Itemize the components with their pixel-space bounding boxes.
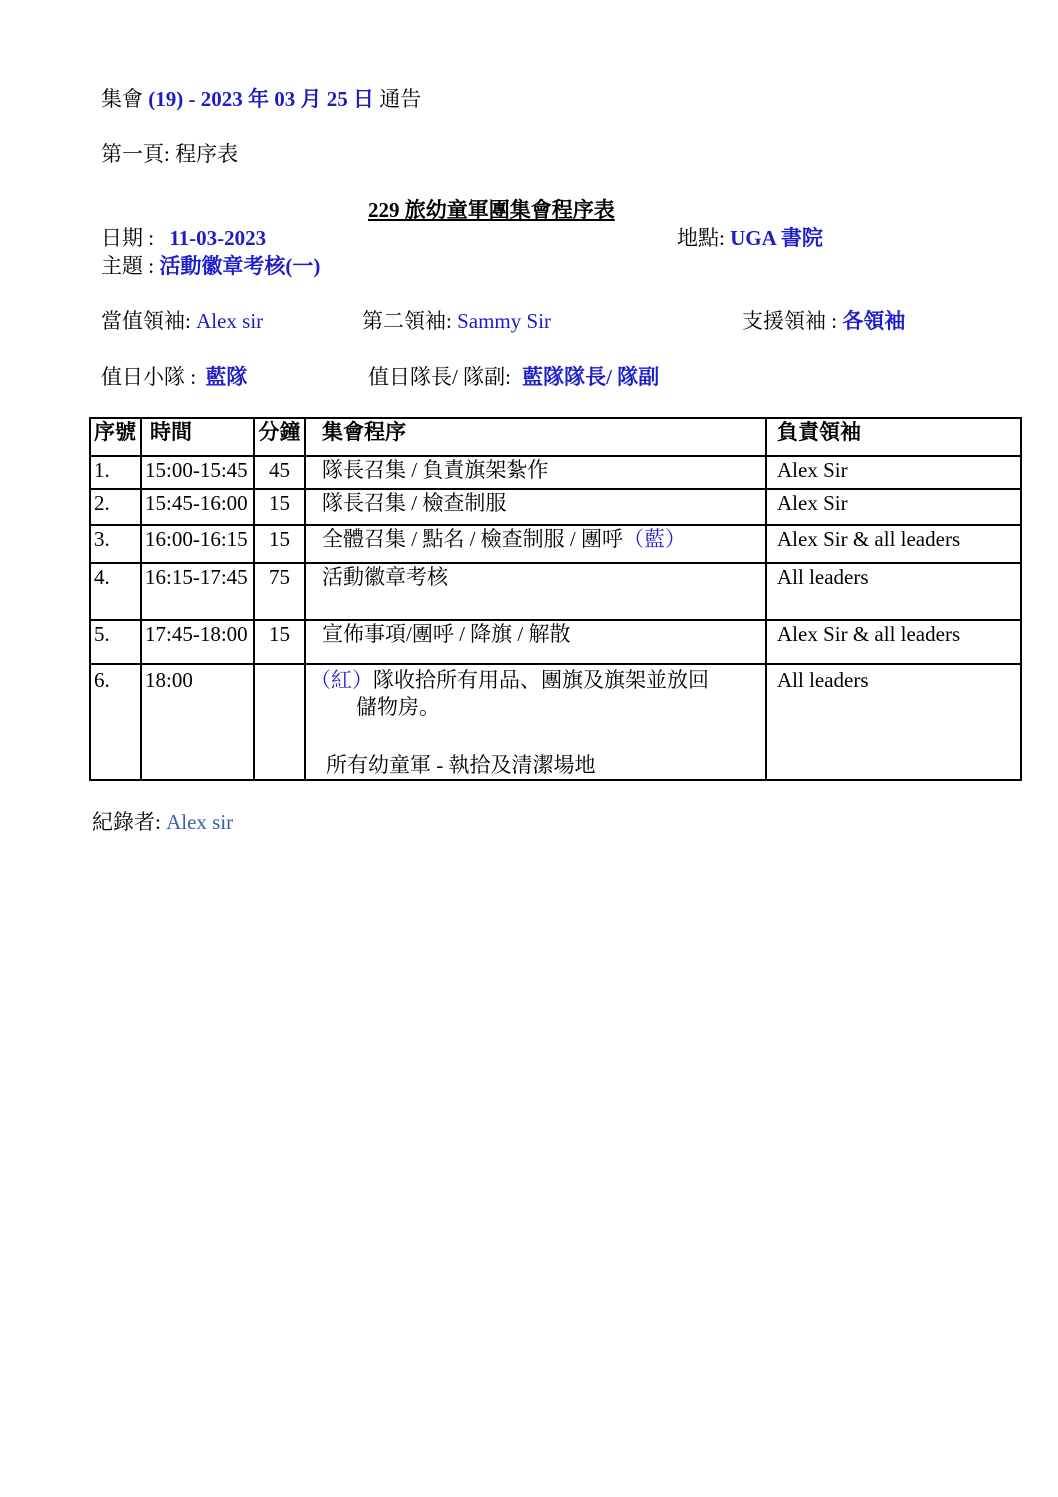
location-value: UGA 書院 xyxy=(730,226,823,250)
program-text: 宣佈事項/團呼 / 降旗 / 解散 xyxy=(322,622,571,646)
row-leader: Alex Sir & all leaders xyxy=(766,525,1021,563)
row-leader: Alex Sir & all leaders xyxy=(766,620,1021,664)
patrol-leader-line xyxy=(368,365,659,390)
row-number: 2. xyxy=(90,489,141,525)
table-row xyxy=(90,456,1021,489)
table-header-row xyxy=(90,418,1021,456)
duty-patrol-line xyxy=(101,365,247,390)
page-label: 第一頁: 程序表 xyxy=(101,142,239,166)
recorder-value: Alex sir xyxy=(166,810,234,834)
row-minutes: 75 xyxy=(254,563,305,620)
row-time: 16:00-16:15 xyxy=(141,525,254,563)
notice-heading xyxy=(101,87,421,112)
header-minutes: 分鐘 xyxy=(254,418,305,456)
program-text-line2: 儲物房。 xyxy=(356,695,440,720)
patrol-leader-value: 藍隊隊長/ 隊副 xyxy=(522,365,660,389)
duty-patrol-label: 值日小隊 : xyxy=(101,365,197,389)
notice-prefix: 集會 xyxy=(101,87,143,111)
header-program: 集會程序 xyxy=(305,418,766,456)
row-program xyxy=(305,563,766,620)
row-time: 17:45-18:00 xyxy=(141,620,254,664)
header-number: 序號 xyxy=(90,418,141,456)
row-program xyxy=(305,620,766,664)
theme-label: 主題 : xyxy=(101,254,155,278)
row-leader: Alex Sir xyxy=(766,489,1021,525)
row-program xyxy=(305,525,766,563)
row-program xyxy=(305,456,766,489)
table-row xyxy=(90,489,1021,525)
location-line xyxy=(677,226,823,251)
row-minutes: 15 xyxy=(254,489,305,525)
meeting-number: (19) - xyxy=(148,87,196,111)
support-leader-label: 支援領袖 : xyxy=(742,309,838,333)
header-leader: 負責領袖 xyxy=(766,418,1021,456)
theme-value: 活動徽章考核(一) xyxy=(159,254,321,278)
program-text: 全體召集 / 點名 / 檢查制服 / 團呼 xyxy=(322,527,624,551)
support-leader-value: 各領袖 xyxy=(842,309,906,333)
recorder-line xyxy=(92,810,233,835)
program-team-tag: （紅） xyxy=(310,668,373,692)
table-row xyxy=(90,664,1021,780)
row-leader: All leaders xyxy=(766,563,1021,620)
page-title: 229 旅幼童軍團集會程序表 xyxy=(368,198,615,222)
duty-leader-line xyxy=(101,309,263,334)
row-minutes xyxy=(254,664,305,780)
table-row xyxy=(90,525,1021,563)
date-label: 日期 : xyxy=(101,226,155,250)
recorder-label: 紀錄者: xyxy=(92,810,161,834)
notice-date: 2023 年 03 月 25 日 xyxy=(200,87,374,111)
date-value: 11-03-2023 xyxy=(169,226,267,250)
row-number: 6. xyxy=(90,664,141,780)
date-line xyxy=(101,226,266,251)
program-text: 隊長召集 / 檢查制服 xyxy=(322,491,507,515)
row-time: 15:45-16:00 xyxy=(141,489,254,525)
theme-line xyxy=(101,254,320,279)
location-label: 地點: xyxy=(677,226,725,250)
row-number: 5. xyxy=(90,620,141,664)
row-minutes: 15 xyxy=(254,620,305,664)
table-row xyxy=(90,563,1021,620)
program-text: 活動徽章考核 xyxy=(322,565,448,589)
row-time: 16:15-17:45 xyxy=(141,563,254,620)
program-text-line3: 所有幼童軍 - 執拾及清潔場地 xyxy=(326,752,596,777)
program-text-line1: 隊收拾所有用品、團旗及旗架並放回 xyxy=(373,668,709,692)
duty-leader-label: 當值領袖: xyxy=(101,309,191,333)
program-text: 隊長召集 / 負責旗架紮作 xyxy=(322,458,549,482)
row-time: 18:00 xyxy=(141,664,254,780)
schedule-table xyxy=(89,417,1022,781)
row-number: 4. xyxy=(90,563,141,620)
header-time: 時間 xyxy=(141,418,254,456)
second-leader-value: Sammy Sir xyxy=(457,309,552,333)
row-program xyxy=(305,489,766,525)
table-row xyxy=(90,620,1021,664)
program-team-tag: （藍） xyxy=(623,527,687,551)
row-number: 3. xyxy=(90,525,141,563)
row-leader: All leaders xyxy=(766,664,1021,780)
row-leader: Alex Sir xyxy=(766,456,1021,489)
row-minutes: 45 xyxy=(254,456,305,489)
patrol-leader-label: 值日隊長/ 隊副: xyxy=(368,365,511,389)
second-leader-label: 第二領袖: xyxy=(362,309,452,333)
duty-patrol-value: 藍隊 xyxy=(205,365,248,389)
row-minutes: 15 xyxy=(254,525,305,563)
notice-suffix: 通告 xyxy=(379,87,422,111)
second-leader-line xyxy=(362,309,551,334)
support-leader-line xyxy=(742,309,905,334)
duty-leader-value: Alex sir xyxy=(196,309,264,333)
row-number: 1. xyxy=(90,456,141,489)
row-program xyxy=(305,664,766,780)
row-time: 15:00-15:45 xyxy=(141,456,254,489)
